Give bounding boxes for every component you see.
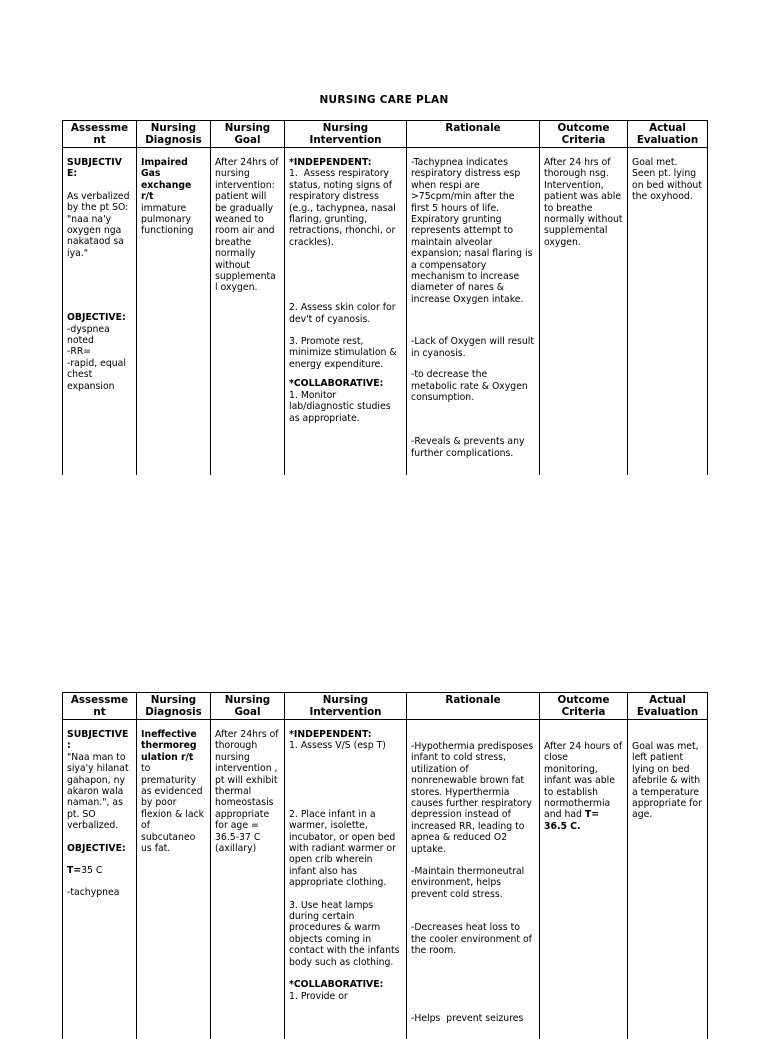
independent-label: *INDEPENDENT: (289, 729, 402, 740)
outcome-text-main: After 24 hours of close monitoring, infant was able to establish normothermia and had (544, 741, 625, 820)
evaluation-cell (628, 720, 708, 1039)
header-intervention: Nursing Intervention (285, 121, 407, 148)
intervention-item: 2. Place infant in a warmer, isolette, incubator, or open bed with radiant warmer or open crib wherein infant also has appropriate clothing. (289, 809, 402, 889)
goal-cell (211, 148, 285, 476)
rationale-item: -Tachypnea indicates respiratory distress esp when respi are >75cpm/min after the first 5 hours of life. Expiratory grunting represents attempt to maintain alveolar expansion; nasal flaring is a compensatory mechanism to increase diameter of nares & increase Oxygen intake. (411, 157, 535, 305)
care-plan-table-1 (62, 120, 708, 475)
diagnosis-cell (137, 720, 211, 1039)
evaluation-text: Goal was met, left patient lying on bed afebrile & with a temperature appropriate for age. (632, 741, 703, 821)
goal-text: After 24hrs of thorough nursing intervention , pt will exhibit thermal homeostasis appropriate for age = 36.5-37 C (axillary) (215, 729, 280, 854)
header-row (63, 121, 708, 148)
temperature-label: T= (67, 865, 81, 876)
table-row (63, 720, 708, 1039)
objective-label: OBJECTIVE: (67, 312, 132, 323)
table-row (63, 148, 708, 476)
rationale-item: -Decreases heat loss to the cooler environment of the room. (411, 922, 535, 956)
outcome-text-bold: T= 36.5 C. (544, 809, 602, 831)
intervention-item: 3. Promote rest, minimize stimulation & energy expenditure. (289, 336, 402, 370)
objective-text: -dyspnea noted -RR= -rapid, equal chest expansion (67, 324, 132, 392)
care-plan-table-2 (62, 692, 708, 1039)
objective-text: -tachypnea (67, 887, 132, 898)
page-title: NURSING CARE PLAN (0, 94, 768, 106)
goal-text: After 24hrs of nursing intervention: patient will be gradually weaned to room air and breathe normally without supplementa l oxygen. (215, 157, 280, 294)
objective-label: OBJECTIVE: (67, 843, 132, 854)
header-assessment: Assessme nt (63, 693, 137, 720)
intervention-item: 3. Use heat lamps during certain procedures & warm objects coming in contact with the infants body such as clothing. (289, 900, 402, 968)
rationale-item: -Maintain thermoneutral environment, helps prevent cold stress. (411, 866, 535, 900)
intervention-cell (285, 148, 407, 476)
header-goal: Nursing Goal (211, 121, 285, 148)
subjective-label: SUBJECTIV E: (67, 157, 132, 180)
header-rationale: Rationale (407, 693, 540, 720)
collaborative-label: *COLLABORATIVE: (289, 979, 402, 990)
goal-cell (211, 720, 285, 1039)
header-outcome: Outcome Criteria (540, 121, 628, 148)
header-evaluation: Actual Evaluation (628, 693, 708, 720)
header-rationale: Rationale (407, 121, 540, 148)
assessment-cell (63, 148, 137, 476)
evaluation-cell (628, 148, 708, 476)
temperature-value: 35 C (81, 865, 102, 876)
rationale-item: -Hypothermia predisposes infant to cold stress, utilization of nonrenewable brown fat stores. Hyperthermia causes further respiratory depression instead of increased RR, leading to apnea & reduced O2 uptake. (411, 741, 535, 855)
diagnosis-text: to prematurity as evidenced by poor flexion & lack of subcutaneo us fat. (141, 763, 206, 854)
diagnosis-text: immature pulmonary functioning (141, 203, 206, 237)
outcome-cell (540, 720, 628, 1039)
rationale-item: -to decrease the metabolic rate & Oxygen consumption. (411, 369, 535, 403)
header-diagnosis: Nursing Diagnosis (137, 121, 211, 148)
header-assessment: Assessme nt (63, 121, 137, 148)
diagnosis-bold: Ineffective thermoreg ulation r/t (141, 729, 206, 763)
header-row (63, 693, 708, 720)
subjective-text: "Naa man to siya'y hilanat gahapon, ny akaron wala naman.", as pt. SO verbalized. (67, 752, 132, 832)
intervention-cell (285, 720, 407, 1039)
outcome-text (544, 741, 623, 832)
assessment-cell (63, 720, 137, 1039)
header-intervention: Nursing Intervention (285, 693, 407, 720)
rationale-item: -Reveals & prevents any further complications. (411, 436, 535, 459)
diagnosis-bold: Impaired Gas exchange r/t (141, 157, 206, 203)
header-goal: Nursing Goal (211, 693, 285, 720)
header-evaluation: Actual Evaluation (628, 121, 708, 148)
independent-label: *INDEPENDENT: (289, 157, 402, 168)
header-outcome: Outcome Criteria (540, 693, 628, 720)
rationale-cell (407, 148, 540, 476)
intervention-item: 2. Assess skin color for dev't of cyanosis. (289, 302, 402, 325)
subjective-text: As verbalized by the pt SO: "naa na'y oxygen nga nakataod sa iya." (67, 191, 132, 259)
outcome-text: After 24 hrs of thorough nsg. Intervention, patient was able to breathe normally without supplemental oxygen. (544, 157, 623, 248)
rationale-item: -Helps prevent seizures (411, 1013, 535, 1024)
intervention-item: 1. Provide or (289, 991, 402, 1002)
rationale-item: -Lack of Oxygen will result in cyanosis. (411, 336, 535, 359)
outcome-cell (540, 148, 628, 476)
rationale-cell (407, 720, 540, 1039)
intervention-item: 1. Assess V/S (esp T) (289, 740, 402, 751)
intervention-item: 1. Monitor lab/diagnostic studies as appropriate. (289, 390, 402, 424)
temperature-reading (67, 865, 132, 876)
header-diagnosis: Nursing Diagnosis (137, 693, 211, 720)
intervention-item: 1. Assess respiratory status, noting signs of respiratory distress (e.g., tachypnea, nasal flaring, grunting, retractions, rhonchi, or crackles). (289, 168, 402, 248)
diagnosis-cell (137, 148, 211, 476)
subjective-label: SUBJECTIVE : (67, 729, 132, 752)
collaborative-label: *COLLABORATIVE: (289, 378, 402, 389)
evaluation-text: Goal met. Seen pt. lying on bed without the oxyhood. (632, 157, 703, 203)
